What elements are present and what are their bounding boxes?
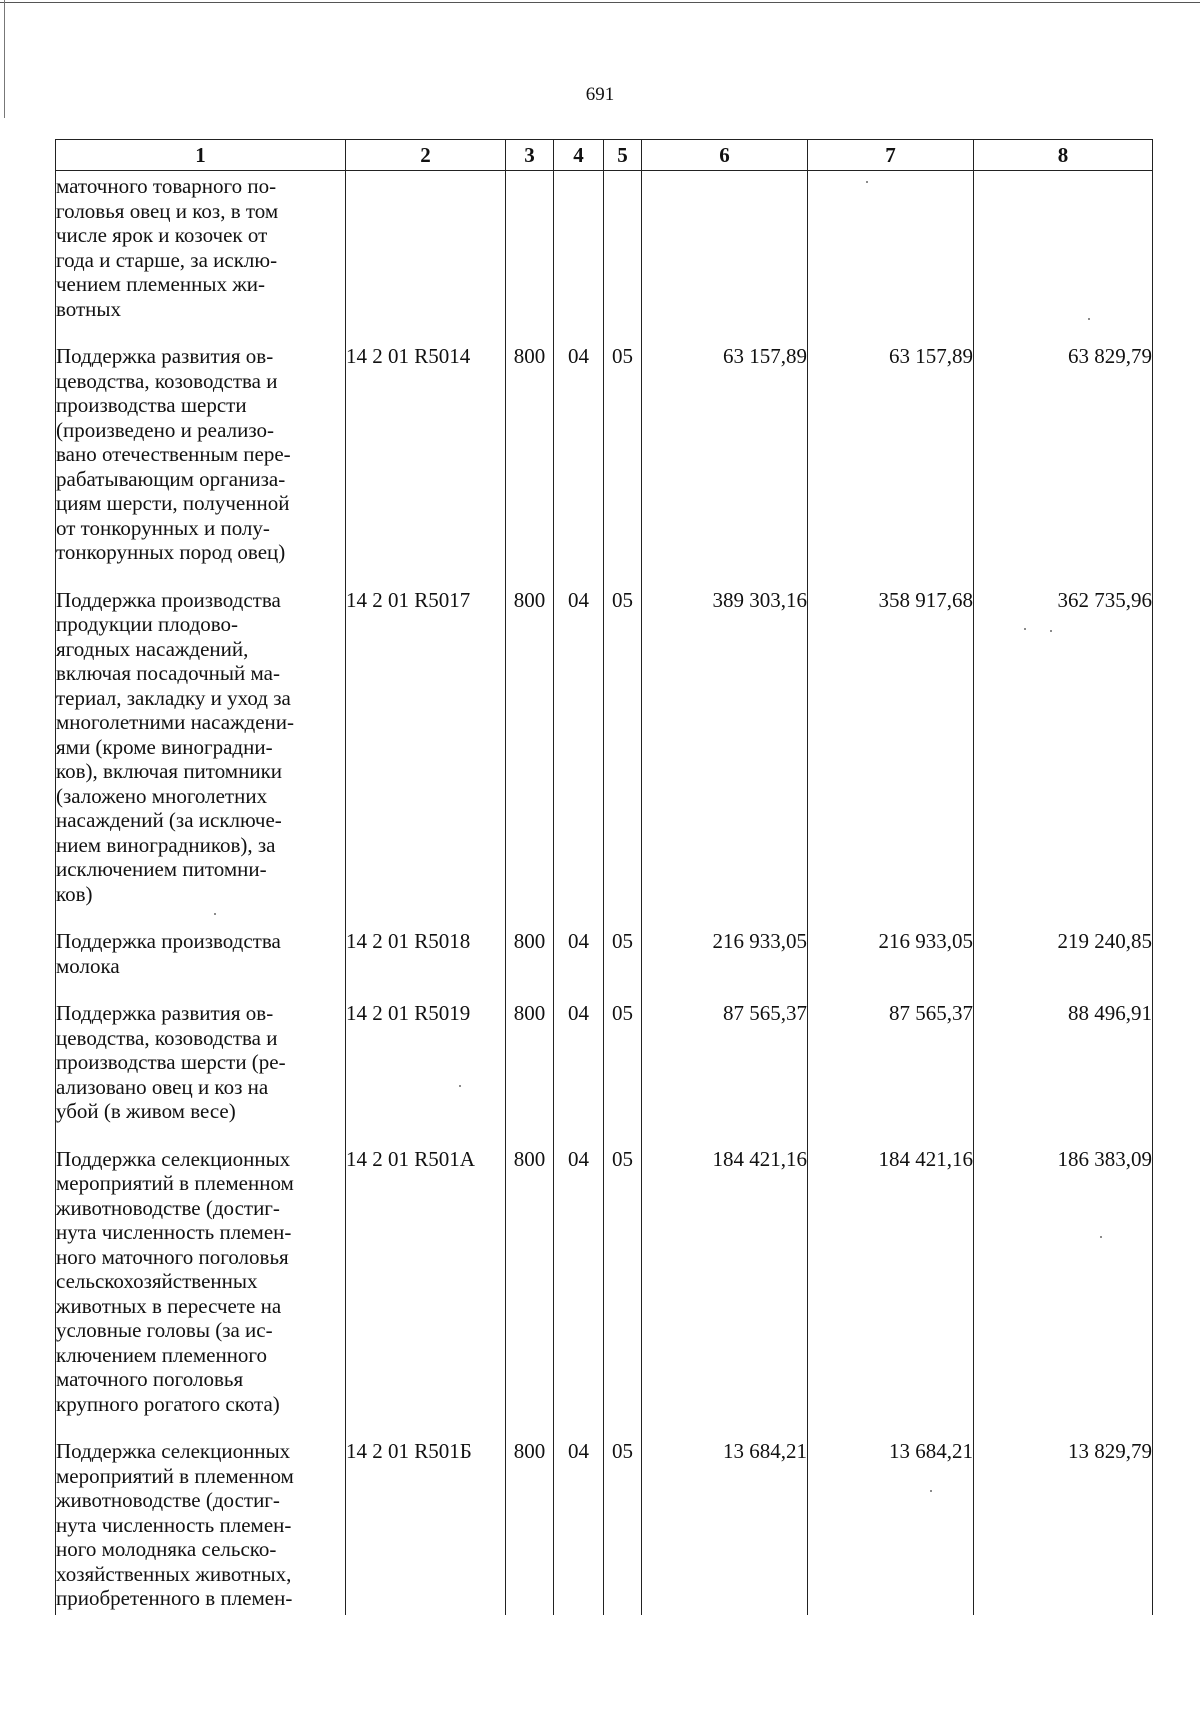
row-col-5: 05	[604, 926, 642, 998]
description-line: териал, закладку и уход за	[56, 685, 291, 710]
table-body	[56, 171, 1153, 1615]
header-col-6: 6	[642, 140, 808, 171]
row-value-col-7	[808, 171, 974, 342]
table-row	[56, 171, 1153, 342]
header-col-3: 3	[506, 140, 554, 171]
row-value-col-8: 219 240,85	[974, 926, 1153, 998]
scan-speck	[459, 1085, 461, 1087]
description-line: циям шерсти, полученной	[56, 491, 290, 515]
description-line: хозяйственных животных,	[56, 1561, 292, 1586]
row-col-3: 800	[506, 585, 554, 927]
row-value-col-8	[974, 171, 1153, 342]
description-line: молока	[56, 953, 120, 978]
description-line: животноводстве (достиг-	[56, 1488, 280, 1512]
row-col-4: 04	[554, 998, 604, 1144]
row-value-col-7: 216 933,05	[808, 926, 974, 998]
description-line: ключением племенного	[56, 1342, 268, 1367]
row-col-4: 04	[554, 926, 604, 998]
description-line: Поддержка производства	[56, 587, 281, 612]
table-row	[56, 585, 1153, 927]
description-line: приобретенного в племен-	[56, 1586, 293, 1610]
row-code: 14 2 01 R501A	[346, 1144, 506, 1437]
scan-speck	[1100, 1236, 1102, 1238]
row-description	[56, 1144, 346, 1437]
row-value-col-6: 63 157,89	[642, 341, 808, 585]
description-line: крупного рогатого скота)	[56, 1391, 280, 1416]
row-col-5	[604, 171, 642, 342]
description-line: тонкорунных пород овец)	[56, 540, 286, 564]
header-col-2: 2	[346, 140, 506, 171]
row-code: 14 2 01 R5017	[346, 585, 506, 927]
description-line: сельскохозяйственных	[56, 1269, 258, 1293]
row-col-3: 800	[506, 341, 554, 585]
description-line: Поддержка развития ов-	[56, 1001, 274, 1025]
row-col-4: 04	[554, 585, 604, 927]
row-col-4: 04	[554, 1144, 604, 1437]
row-col-4: 04	[554, 341, 604, 585]
scan-speck	[930, 1490, 932, 1492]
row-value-col-6: 87 565,37	[642, 998, 808, 1144]
description-line: производства шерсти (ре-	[56, 1050, 286, 1074]
row-value-col-6: 13 684,21	[642, 1436, 808, 1615]
row-code: 14 2 01 R501Б	[346, 1436, 506, 1615]
row-value-col-8: 362 735,96	[974, 585, 1153, 927]
header-col-1: 1	[56, 140, 346, 171]
description-line: нием виноградников), за	[56, 832, 276, 857]
row-value-col-7: 184 421,16	[808, 1144, 974, 1437]
row-description	[56, 926, 346, 998]
row-col-5: 05	[604, 1436, 642, 1615]
description-line: головья овец и коз, в том	[56, 198, 279, 223]
description-line: нута численность племен-	[56, 1220, 292, 1244]
description-line: цеводства, козоводства и	[56, 368, 278, 393]
description-line: ализовано овец и коз на	[56, 1074, 269, 1099]
description-line: насаждений (за исключе-	[56, 808, 282, 832]
description-line: Поддержка производства	[56, 929, 281, 953]
description-line: производства шерсти	[56, 393, 247, 417]
row-col-3: 800	[506, 1144, 554, 1437]
description-line: животноводстве (достиг-	[56, 1195, 280, 1220]
header-row	[56, 140, 1153, 171]
row-value-col-6: 184 421,16	[642, 1144, 808, 1437]
description-line: ями (кроме виноградни-	[56, 734, 273, 759]
row-value-col-7: 63 157,89	[808, 341, 974, 585]
row-col-4: 04	[554, 1436, 604, 1615]
row-value-col-7: 358 917,68	[808, 585, 974, 927]
header-col-4: 4	[554, 140, 604, 171]
row-col-4	[554, 171, 604, 342]
description-line: Поддержка развития ов-	[56, 344, 274, 368]
description-line: ков)	[56, 881, 93, 906]
description-line: маточного поголовья	[56, 1367, 244, 1391]
scan-speck	[214, 913, 216, 915]
row-description	[56, 585, 346, 927]
description-line: убой (в живом весе)	[56, 1099, 236, 1123]
table-row	[56, 926, 1153, 998]
row-value-col-7: 87 565,37	[808, 998, 974, 1144]
description-line: животных в пересчете на	[56, 1293, 282, 1318]
table-row	[56, 341, 1153, 585]
description-line: от тонкорунных и полу-	[56, 515, 270, 540]
description-line: ного молодняка сельско-	[56, 1537, 277, 1561]
row-value-col-8: 88 496,91	[974, 998, 1153, 1144]
row-code	[346, 171, 506, 342]
header-col-5: 5	[604, 140, 642, 171]
row-col-5: 05	[604, 1144, 642, 1437]
description-line: многолетними насаждени-	[56, 710, 295, 734]
description-line: мероприятий в племенном	[56, 1171, 294, 1195]
header-col-8: 8	[974, 140, 1153, 171]
description-line: продукции плодово-	[56, 612, 239, 636]
table-row	[56, 998, 1153, 1144]
header-col-7: 7	[808, 140, 974, 171]
description-line: ягодных насаждений,	[56, 636, 249, 661]
description-line: мероприятий в племенном	[56, 1463, 294, 1488]
description-line: (заложено многолетних	[56, 783, 268, 808]
row-value-col-6: 216 933,05	[642, 926, 808, 998]
row-code: 14 2 01 R5014	[346, 341, 506, 585]
description-line: условные головы (за ис-	[56, 1318, 273, 1342]
page-number: 691	[585, 84, 615, 105]
table-row	[56, 1436, 1153, 1615]
description-line: Поддержка селекционных	[56, 1439, 291, 1463]
scan-speck	[1050, 630, 1052, 632]
description-line: числе ярок и козочек от	[56, 223, 268, 247]
description-line: вотных	[56, 296, 122, 321]
row-description	[56, 341, 346, 585]
description-line: нута численность племен-	[56, 1512, 292, 1537]
row-col-3: 800	[506, 998, 554, 1144]
description-line: Поддержка селекционных	[56, 1146, 291, 1171]
row-col-5: 05	[604, 998, 642, 1144]
description-line: исключением питомни-	[56, 857, 267, 881]
description-line: ков), включая питомники	[56, 759, 283, 783]
row-value-col-6: 389 303,16	[642, 585, 808, 927]
row-description	[56, 998, 346, 1144]
description-line: рабатывающим организа-	[56, 466, 286, 491]
description-line: цеводства, козоводства и	[56, 1025, 278, 1050]
budget-table	[55, 139, 1153, 1615]
description-line: включая посадочный ма-	[56, 661, 280, 685]
description-line: вано отечественным пере-	[56, 442, 291, 466]
row-col-5: 05	[604, 585, 642, 927]
table-row	[56, 1144, 1153, 1437]
row-description	[56, 1436, 346, 1615]
description-line: ного маточного поголовья	[56, 1244, 289, 1269]
row-value-col-8: 13 829,79	[974, 1436, 1153, 1615]
scan-speck	[1024, 628, 1026, 630]
description-line: года и старше, за исклю-	[56, 247, 278, 272]
row-value-col-8: 63 829,79	[974, 341, 1153, 585]
row-value-col-7: 13 684,21	[808, 1436, 974, 1615]
row-code: 14 2 01 R5018	[346, 926, 506, 998]
description-line: маточного товарного по-	[56, 174, 277, 198]
scan-speck	[1088, 318, 1090, 320]
row-col-5: 05	[604, 341, 642, 585]
description-line: (произведено и реализо-	[56, 417, 275, 442]
row-col-3	[506, 171, 554, 342]
row-col-3: 800	[506, 926, 554, 998]
row-description	[56, 171, 346, 342]
scan-speck	[866, 181, 868, 183]
description-line: чением племенных жи-	[56, 272, 265, 296]
row-code: 14 2 01 R5019	[346, 998, 506, 1144]
row-value-col-8: 186 383,09	[974, 1144, 1153, 1437]
row-col-3: 800	[506, 1436, 554, 1615]
row-value-col-6	[642, 171, 808, 342]
scan-edge-top	[0, 2, 1200, 3]
